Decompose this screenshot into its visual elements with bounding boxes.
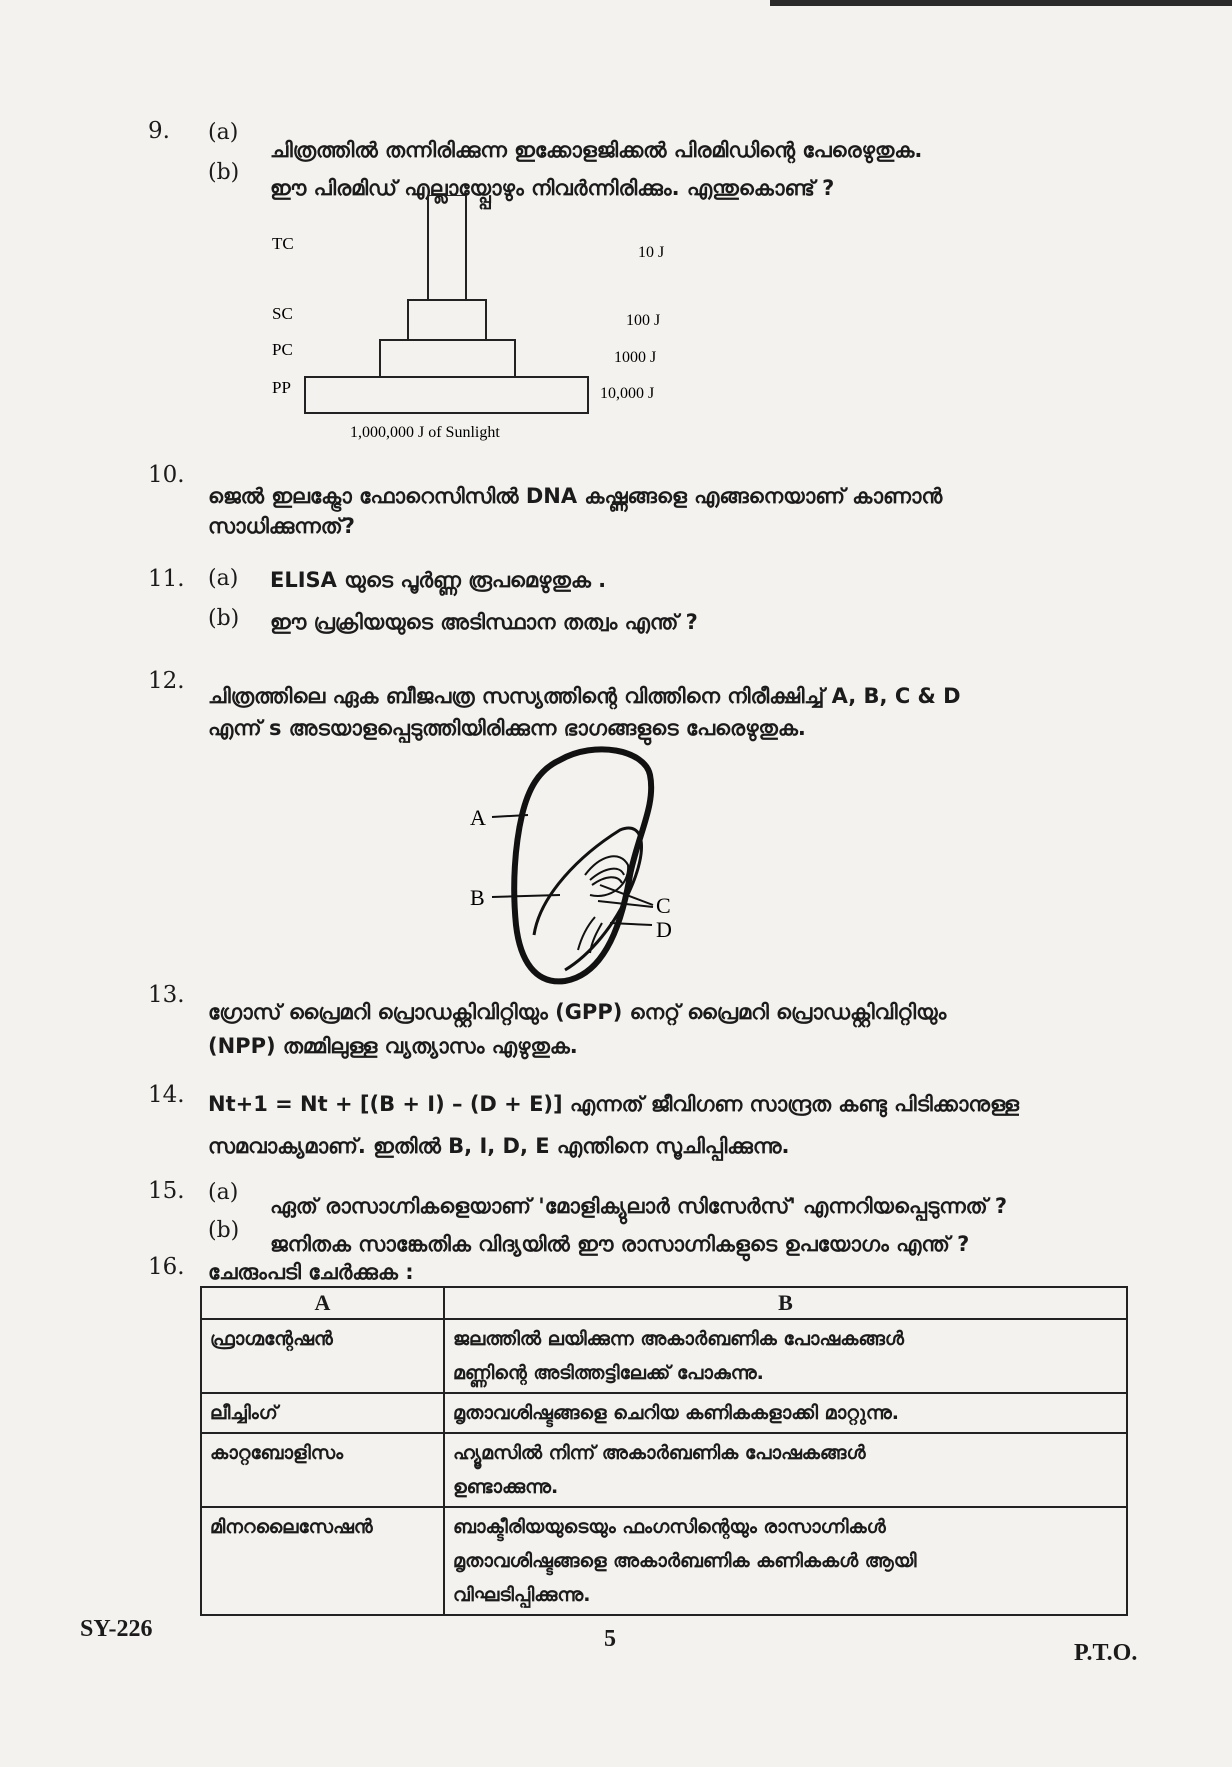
pyramid-level-pc [380,340,515,377]
top-edge-bar [770,0,1232,6]
pyramid-energy-pp: 10,000 J [600,385,655,402]
question-10-line-2: സാധിക്കുന്നത്? [208,514,355,538]
question-16-text: ചേരുംപടി ചേർക്കുക : [208,1260,414,1284]
question-number: 13. [148,982,185,1008]
question-number: 9. [148,118,170,144]
pyramid-label-sc: SC [272,304,293,323]
column-b-cell [444,1507,1127,1615]
pyramid-level-sc [408,300,486,340]
question-15a-text: ഏത് രാസാഗ്നികളെയാണ് 'മോളിക്യുലാർ സിസേർസ്' എന്നറിയപ്പെടുന്നത് ? [270,1194,1008,1218]
table-row [201,1393,1127,1433]
table-header-row [201,1287,1127,1319]
question-12-line-1: ചിത്രത്തിലെ ഏക ബീജപത്ര സസ്യത്തിന്റെ വിത്തിനെ നിരീക്ഷിച്ച് A, B, C & D [208,684,961,708]
cell-line: ഹ്യൂമസിൽ നിന്ന് അകാർബണിക പോഷകങ്ങൾ [453,1442,866,1464]
question-15b-text: ജനിതക സാങ്കേതിക വിദ്യയിൽ ഈ രാസാഗ്നികളുടെ ഉപയോഗം എന്ത് ? [270,1232,970,1256]
pyramid-energy-sc: 100 J [626,312,661,329]
energy-pyramid-diagram [260,195,720,445]
question-9a-text: ചിത്രത്തിൽ തന്നിരിക്കുന്ന ഇക്കോളജിക്കൽ പിരമിഡിന്റെ പേരെഴുതുക. [270,138,923,162]
table-row [201,1507,1127,1615]
sub-label-b: (b) [208,606,240,631]
sub-label-b: (b) [208,160,240,185]
seed-inner-curve [534,828,641,970]
question-number: 10. [148,462,185,488]
question-13-line-2: (NPP) തമ്മിലുള്ള വ്യത്യാസം എഴുതുക. [208,1034,578,1058]
question-9b-text: ഈ പിരമിഡ് എല്ലായ്പ്പോഴും നിവർന്നിരിക്കും. എന്തുകൊണ്ട് ? [270,176,835,200]
seed-outline [514,749,651,981]
cell-line: മൃതാവശിഷ്ടങ്ങളെ ചെറിയ കണികകളാക്കി മാറ്റുന്നു. [453,1402,900,1424]
column-a-header: A [201,1287,444,1319]
seed-label-a: A [470,805,486,830]
pto-label: P.T.O. [1074,1640,1138,1666]
seed-label-d: D [656,917,672,942]
cell-line: ബാക്ടീരിയയുടെയും ഫംഗസിന്റെയും രാസാഗ്നികൾ [453,1516,886,1538]
column-b-cell [444,1393,1127,1433]
question-10-line-1: ജെൽ ഇലക്ട്രോ ഫോറെസിസിൽ DNA കഷ്ണങ്ങളെ എങ്ങനെയാണ് കാണാൻ [208,484,943,508]
embryo-axis [578,917,602,953]
cell-line: മണ്ണിന്റെ അടിത്തട്ടിലേക്ക് പോകുന്നു. [453,1362,764,1384]
column-a-cell: ലീച്ചിംഗ് [201,1393,444,1433]
question-14-line-1: Nt+1 = Nt + [(B + I) – (D + E)] എന്നത് ജീവിഗണ സാന്ദ്രത കണ്ടു പിടിക്കാനുള്ള [208,1092,1019,1116]
pyramid-label-tc: TC [272,234,294,253]
question-number: 14. [148,1082,185,1108]
question-11a-text: ELISA യുടെ പൂർണ്ണ രൂപമെഴുതുക . [270,568,607,592]
cell-line: ജലത്തിൽ ലയിക്കുന്ന അകാർബണിക പോഷകങ്ങൾ [453,1328,904,1350]
cell-line: ഉണ്ടാക്കുന്നു. [453,1476,559,1498]
question-number: 16. [148,1254,185,1280]
seed-label-b: B [470,885,485,910]
embryo-scutellum [585,856,628,896]
pyramid-level-pp [305,377,588,413]
pyramid-label-pc: PC [272,340,293,359]
question-number: 11. [148,566,185,592]
column-b-cell [444,1319,1127,1393]
pyramid-energy-pc: 1000 J [614,349,657,366]
sub-label-a: (a) [208,1180,239,1205]
pyramid-energy-tc: 10 J [638,244,665,261]
question-13-line-1: ഗ്രോസ് പ്രൈമറി പ്രൊഡക്റ്റിവിറ്റിയും (GPP) നെറ്റ് പ്രൈമറി പ്രൊഡക്റ്റിവിറ്റിയും [208,1000,947,1024]
column-a-cell: മിനറലൈസേഷൻ [201,1507,444,1615]
column-a-cell: ഫ്രാഗ്മന്റേഷൻ [201,1319,444,1393]
column-b-cell [444,1433,1127,1507]
column-b-header: B [444,1287,1127,1319]
sub-label-a: (a) [208,566,239,591]
question-12-line-2: എന്ന് s അടയാളപ്പെടുത്തിയിരിക്കുന്ന ഭാഗങ്ങളുടെ പേരെഴുതുക. [208,716,806,740]
question-number: 12. [148,668,185,694]
table-row [201,1319,1127,1393]
pyramid-level-tc [428,195,466,300]
question-14-line-2: സമവാക്യമാണ്. ഇതിൽ B, I, D, E എന്തിനെ സൂചിപ്പിക്കുന്നു. [208,1134,790,1158]
sub-label-a: (a) [208,120,239,145]
seed-label-c: C [656,893,671,918]
pyramid-label-pp: PP [272,378,291,397]
column-a-cell: കാറ്റബോളിസം [201,1433,444,1507]
monocot-seed-diagram [470,745,730,990]
question-11b-text: ഈ പ്രക്രിയയുടെ അടിസ്ഥാന തത്വം എന്ത് ? [270,610,698,634]
page-number: 5 [604,1626,616,1652]
table-row [201,1433,1127,1507]
pyramid-base-caption: 1,000,000 J of Sunlight [350,424,500,441]
cell-line: വിഘടിപ്പിക്കുന്നു. [453,1584,591,1606]
match-table [200,1286,1128,1616]
question-number: 15. [148,1178,185,1204]
sub-label-b: (b) [208,1218,240,1243]
embryo-lines [590,869,624,885]
paper-code: SY-226 [80,1616,153,1642]
cell-line: മൃതാവശിഷ്ടങ്ങളെ അകാർബണിക കണികകൾ ആയി [453,1550,917,1572]
